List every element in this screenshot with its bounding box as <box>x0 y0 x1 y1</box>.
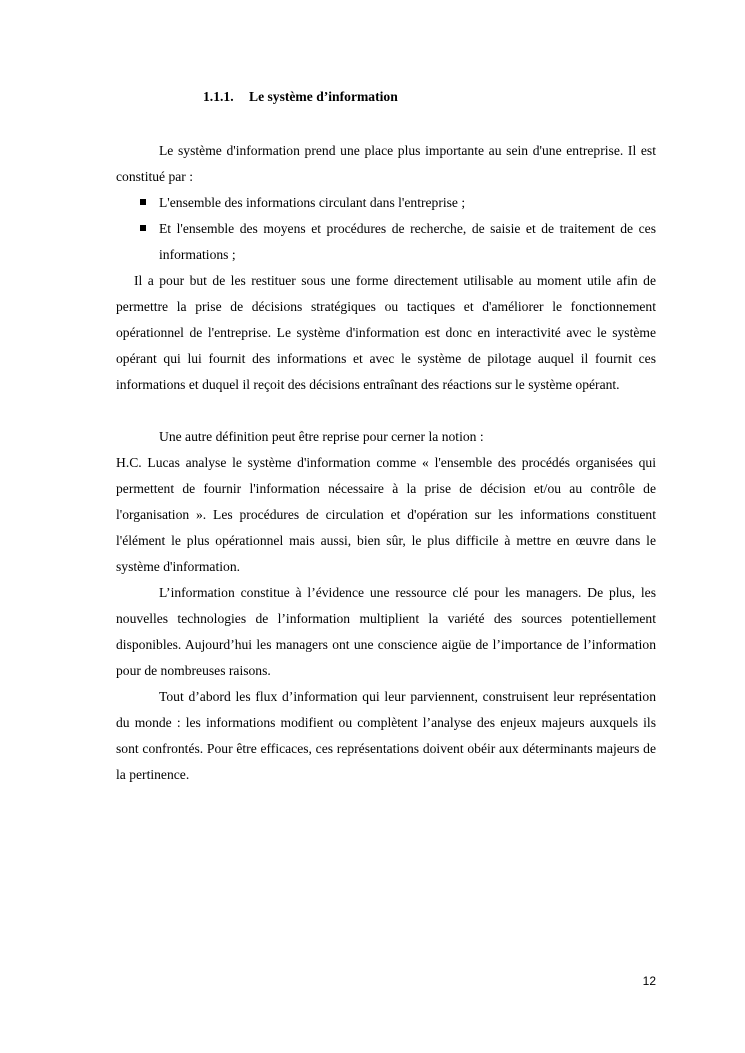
list-item-text: L'ensemble des informations circulant dans l'entreprise ; <box>159 195 466 210</box>
section-heading <box>203 88 398 106</box>
bullet-list <box>116 190 656 268</box>
section-title: Le système d’information <box>249 89 398 104</box>
body-text <box>116 138 656 788</box>
page-number: 12 <box>642 974 656 988</box>
square-bullet-icon <box>140 199 146 205</box>
section-number: 1.1.1. <box>203 89 234 104</box>
square-bullet-icon <box>140 225 146 231</box>
paragraph-purpose: Il a pour but de les restituer sous une forme directement utilisable au moment utile afin de permettre la prise de décisions stratégiques ou tactiques et d'améliorer le fonctionnement opérationnel de l'entreprise. Le système d'information est donc en interactivité avec le système opérant qui lui fournit des informations et avec le système de pilotage auquel il fournit ces informations et duquel il reçoit des décisions entraînant des réactions sur le système opérant. <box>116 273 656 392</box>
paragraph-information-resource: L’information constitue à l’évidence une ressource clé pour les managers. De plus, les nouvelles technologies de l’information multiplient la variété des sources potentiellement disponibles. Aujourd’hui les managers ont une conscience aigüe de l’importance de l’information pour de nombreuses raisons. <box>116 585 656 678</box>
list-item <box>116 190 656 216</box>
paragraph-lucas-definition: H.C. Lucas analyse le système d'information comme « l'ensemble des procédés organisées qui permettent de fournir l'information nécessaire à la prise de décision et/ou au contrôle de l'organisation ». Les procédures de circulation et d'opération sur les informations constituent l'élément le plus opérationnel mais aussi, bien sûr, le plus difficile à mettre en œuvre dans le système d'information. <box>116 455 656 574</box>
list-item <box>116 216 656 268</box>
list-item-text: Et l'ensemble des moyens et procédures de recherche, de saisie et de traitement de ces informations ; <box>159 221 656 262</box>
paragraph-information-flows: Tout d’abord les flux d’information qui leur parviennent, construisent leur représentation du monde : les informations modifient ou complètent l’analyse des enjeux majeurs auxquels ils sont confrontés. Pour être efficaces, ces représentations doivent obéir aux déterminants majeurs de la pertinence. <box>116 689 656 782</box>
paragraph-definition-intro: Une autre définition peut être reprise pour cerner la notion : <box>159 429 484 444</box>
paragraph-intro: Le système d'information prend une place plus importante au sein d'une entreprise. Il est constitué par : <box>116 143 656 184</box>
